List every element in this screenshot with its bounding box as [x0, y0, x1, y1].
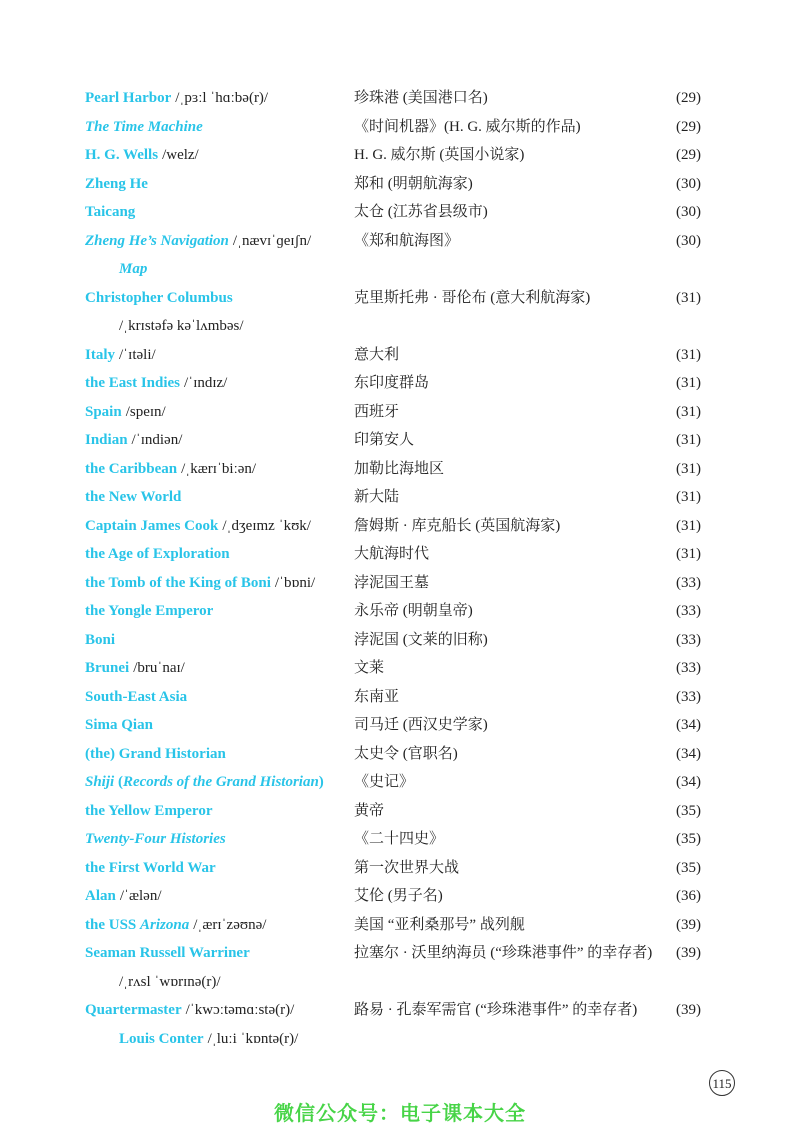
glossary-term: [85, 113, 203, 142]
term-word: Sima Qian: [85, 717, 153, 733]
glossary-row: [0, 141, 800, 170]
term-word: ): [318, 774, 324, 790]
glossary-row: [0, 198, 800, 227]
glossary-row: [0, 540, 800, 569]
glossary-row: [0, 996, 800, 1025]
chinese-translation: 艾伦 (男子名): [354, 888, 443, 904]
page-reference: (31): [676, 432, 701, 448]
phonetic: /ˌdʒeɪmz ˈkʊk/: [222, 517, 311, 534]
term-word: (the) Grand Historian: [85, 745, 226, 762]
glossary-row: [0, 398, 800, 427]
glossary-row: [0, 882, 800, 911]
page-reference: (33): [676, 688, 701, 705]
phonetic: /bruˈnaɪ/: [133, 660, 185, 676]
term-word: the USS: [85, 916, 141, 933]
page-number: 115: [709, 1070, 735, 1096]
phonetic: /welz/: [162, 147, 199, 163]
glossary-term: [85, 683, 187, 712]
glossary-row: [0, 797, 800, 826]
chinese-translation: 《二十四史》: [354, 831, 445, 847]
chinese-translation: 《郑和航海图》: [354, 232, 460, 249]
term-word: Captain James Cook: [85, 517, 219, 534]
glossary-row: [0, 369, 800, 398]
chinese-translation: 加勒比海地区: [354, 460, 445, 477]
glossary-row: [0, 854, 800, 883]
glossary-row: [0, 711, 800, 740]
glossary-row: [0, 968, 800, 997]
phonetic: /ˌkærɪˈbiːən/: [181, 460, 257, 477]
glossary-row: [0, 455, 800, 484]
term-word: Taicang: [85, 204, 136, 220]
chinese-translation: 司马迁 (西汉史学家): [354, 717, 488, 733]
glossary-term: [85, 768, 324, 797]
glossary-term: [85, 426, 182, 455]
page-reference: (35): [676, 859, 701, 876]
phonetic: /ˌkrɪstəfə kəˈlʌmbəs/: [119, 318, 244, 334]
term-word: the Tomb of the King of Boni: [85, 574, 271, 591]
phonetic: /ˈɪndɪz/: [184, 375, 228, 391]
chinese-translation: 浡泥国王墓: [354, 574, 430, 591]
glossary-term: [85, 569, 315, 598]
chinese-translation: H. G. 威尔斯 (英国小说家): [354, 147, 525, 163]
watermark: 微信公众号：电子课本大全: [274, 1101, 526, 1125]
glossary-term: [85, 170, 148, 199]
term-word: the East Indies: [85, 375, 181, 391]
term-word: Spain: [85, 403, 122, 420]
term-word: the New World: [85, 489, 182, 505]
term-word: Pearl Harbor: [85, 90, 172, 106]
phonetic: /speɪn/: [125, 403, 166, 420]
term-word: South-East Asia: [85, 688, 188, 705]
page-reference: (33): [676, 660, 701, 676]
page-reference: (30): [676, 232, 701, 249]
page-reference: (33): [676, 631, 701, 648]
chinese-translation: 詹姆斯 · 库克船长 (英国航海家): [354, 517, 561, 534]
glossary-row: [0, 84, 800, 113]
chinese-translation: 文莱: [354, 660, 385, 676]
chinese-translation: 西班牙: [354, 403, 400, 420]
page-reference: (34): [676, 717, 701, 733]
term-word: Seaman Russell Warriner: [85, 945, 250, 961]
term-word: Records of the Grand Historian: [122, 774, 319, 790]
glossary-row: [0, 911, 800, 940]
page-reference: (39): [676, 1002, 701, 1018]
glossary-term: [85, 84, 268, 113]
chinese-translation: 意大利: [354, 346, 400, 363]
glossary-row: [0, 483, 800, 512]
page-reference: (30): [676, 175, 701, 192]
term-word: Map: [119, 261, 148, 277]
glossary-row: [0, 113, 800, 142]
glossary-row: [0, 597, 800, 626]
glossary-term: [85, 141, 199, 170]
page-reference: (31): [676, 460, 701, 477]
page-reference: (34): [676, 774, 701, 790]
page-reference: (31): [676, 375, 701, 391]
glossary-list: [0, 84, 800, 1053]
term-word: H. G. Wells: [85, 147, 159, 163]
glossary-term: [85, 341, 156, 370]
chinese-translation: 克里斯托弗 · 哥伦布 (意大利航海家): [354, 289, 591, 306]
chinese-translation: 东南亚: [354, 688, 400, 705]
glossary-row: [0, 227, 800, 256]
term-word: the Caribbean: [85, 460, 178, 477]
glossary-term: [85, 825, 226, 854]
page-reference: (39): [676, 945, 701, 961]
term-word: Quartermaster: [85, 1002, 182, 1018]
phonetic: /ˈɪndiən/: [131, 432, 183, 448]
term-word: The Time Machine: [85, 118, 203, 135]
chinese-translation: 新大陆: [354, 489, 400, 505]
phonetic: /ˌpɜːl ˈhɑːbə(r)/: [175, 90, 269, 106]
chinese-translation: 太史令 (官职名): [354, 745, 458, 762]
glossary-row: [0, 284, 800, 313]
chinese-translation: 郑和 (明朝航海家): [354, 175, 473, 192]
chinese-translation: 拉塞尔 · 沃里纳海员 (“珍珠港事件” 的幸存者): [354, 945, 653, 961]
glossary-term: [85, 626, 115, 655]
phonetic: /ˌluːi ˈkɒntə(r)/: [207, 1030, 299, 1047]
chinese-translation: 浡泥国 (文莱的旧称): [354, 631, 488, 648]
phonetic: /ˌnævɪˈɡeɪʃn/: [232, 232, 312, 249]
page-reference: (31): [676, 403, 701, 420]
term-word: Italy: [85, 346, 115, 363]
glossary-term: [119, 255, 147, 284]
term-word: Twenty-Four Histories: [85, 831, 226, 847]
glossary-term: [85, 369, 227, 398]
glossary-term: [85, 398, 166, 427]
term-word: (: [114, 774, 123, 790]
chinese-translation: 《时间机器》(H. G. 威尔斯的作品): [354, 118, 581, 135]
chinese-translation: 珍珠港 (美国港口名): [354, 90, 488, 106]
glossary-row: [0, 654, 800, 683]
page-reference: (39): [676, 916, 701, 933]
glossary-term: [85, 284, 233, 313]
term-word: Boni: [85, 631, 116, 648]
glossary-term: [85, 512, 311, 541]
glossary-term: [85, 711, 153, 740]
glossary-term: [85, 654, 185, 683]
glossary-term: [85, 597, 213, 626]
glossary-term: [85, 939, 250, 968]
glossary-row: [0, 825, 800, 854]
glossary-term: [85, 483, 181, 512]
term-word: the Yellow Emperor: [85, 802, 213, 819]
page-reference: (30): [676, 204, 701, 220]
glossary-row: [0, 740, 800, 769]
phonetic: /ˈælən/: [119, 888, 162, 904]
page-reference: (36): [676, 888, 701, 904]
glossary-term: [85, 540, 230, 569]
page-reference: (33): [676, 603, 701, 619]
glossary-term: [119, 312, 244, 341]
page-reference: (31): [676, 546, 701, 562]
glossary-term: [85, 882, 162, 911]
page-reference: (29): [676, 147, 701, 163]
chinese-translation: 太仓 (江苏省县级市): [354, 204, 488, 220]
term-word: Zheng He’s Navigation: [85, 232, 229, 249]
term-word: Zheng He: [85, 175, 148, 192]
term-word: Shiji: [85, 774, 115, 790]
glossary-row: [0, 341, 800, 370]
page-reference: (33): [676, 574, 701, 591]
glossary-term: [85, 740, 226, 769]
page-reference: (29): [676, 118, 701, 135]
glossary-row: [0, 569, 800, 598]
page-reference: (31): [676, 289, 701, 306]
phonetic: /ˌærɪˈzəʊnə/: [193, 916, 267, 933]
glossary-row: [0, 683, 800, 712]
page-reference: (35): [676, 802, 701, 819]
page-reference: (31): [676, 346, 701, 363]
glossary-row: [0, 312, 800, 341]
chinese-translation: 第一次世界大战: [354, 859, 460, 876]
glossary-term: [85, 996, 294, 1025]
term-word: Christopher Columbus: [85, 289, 233, 306]
glossary-term: [85, 854, 216, 883]
phonetic: /ˈkwɔːtəmɑːstə(r)/: [185, 1002, 295, 1018]
page-reference: (31): [676, 517, 701, 534]
chinese-translation: 大航海时代: [354, 546, 430, 562]
term-word: Louis Conter: [119, 1030, 204, 1047]
chinese-translation: 《史记》: [354, 774, 415, 790]
glossary-term: [85, 198, 135, 227]
glossary-row: [0, 255, 800, 284]
term-word: the Age of Exploration: [85, 546, 230, 562]
chinese-translation: 永乐帝 (明朝皇帝): [354, 603, 473, 619]
glossary-term: [85, 455, 256, 484]
page-reference: (29): [676, 90, 701, 106]
term-word: the First World War: [85, 859, 216, 876]
glossary-row: [0, 768, 800, 797]
page-reference: (35): [676, 831, 701, 847]
phonetic: /ˈbɒni/: [274, 574, 316, 591]
chinese-translation: 美国 “亚利桑那号” 战列舰: [354, 916, 525, 933]
chinese-translation: 东印度群岛: [354, 375, 430, 391]
glossary-term: [119, 1025, 298, 1054]
chinese-translation: 黄帝: [354, 802, 385, 819]
chinese-translation: 路易 · 孔泰军需官 (“珍珠港事件” 的幸存者): [354, 1002, 638, 1018]
glossary-row: [0, 512, 800, 541]
page-reference: (34): [676, 745, 701, 762]
glossary-term: [85, 227, 311, 256]
page-reference: (31): [676, 489, 701, 505]
term-word: Indian: [85, 432, 128, 448]
phonetic: /ˌrʌsl ˈwɒrɪnə(r)/: [119, 973, 221, 990]
term-word: Brunei: [85, 660, 130, 676]
glossary-row: [0, 170, 800, 199]
phonetic: /ˈɪtəli/: [119, 346, 156, 363]
term-word: Arizona: [140, 916, 190, 933]
term-word: the Yongle Emperor: [85, 603, 214, 619]
glossary-row: [0, 1025, 800, 1054]
glossary-term: [85, 911, 266, 940]
glossary-row: [0, 426, 800, 455]
chinese-translation: 印第安人: [354, 432, 415, 448]
glossary-row: [0, 626, 800, 655]
glossary-term: [85, 797, 212, 826]
glossary-row: [0, 939, 800, 968]
term-word: Alan: [85, 888, 116, 904]
glossary-term: [119, 968, 221, 997]
